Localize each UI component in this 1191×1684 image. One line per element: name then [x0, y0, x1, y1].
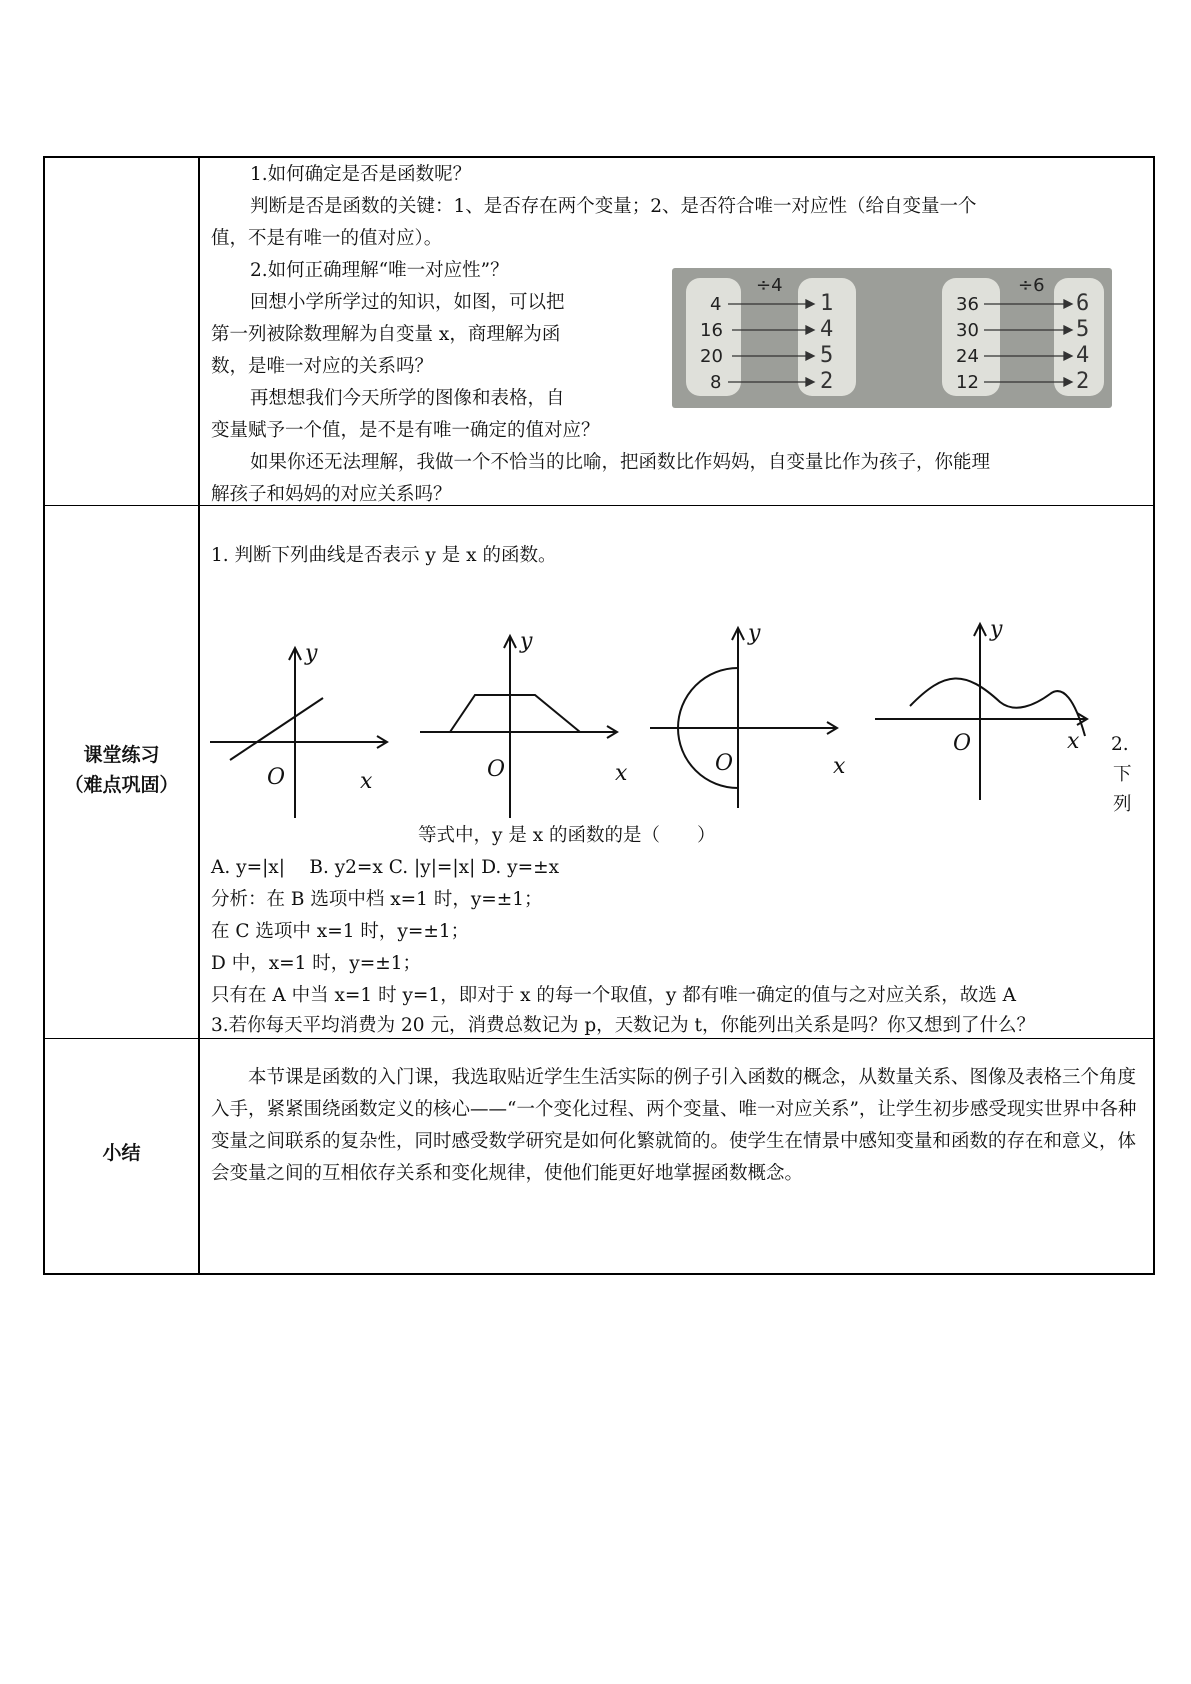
practice-sublabel: （难点巩固） [64, 774, 179, 796]
side-text-char: 下 [1113, 764, 1132, 785]
summary-label: 小结 [102, 1142, 141, 1164]
question-2-heading: 2.如何正确理解“唯一对应性”？ [250, 260, 509, 281]
recall-text-end: 数，是唯一对应的关系吗？ [211, 356, 434, 377]
summary-text: 本节课是函数的入门课，我选取贴近学生生活实际的例子引入函数的概念，从数量关系、图像及表格三个角度入手，紧紧围绕函数定义的核心——“一个变化过程、两个变量、唯一对应关系”，让学生初步感受现实世界中各种变量之间联系的复杂性，同时感受数学研究是如何化繁就简的。使学生在情景中感知变量和函数的存在和意义，体会变量之间的互相依存关系和变化规律，使他们能更好地掌握函数概念。 [211, 1067, 1137, 1184]
side-text-number: 2. [1111, 734, 1129, 755]
analysis-c: 在 C 选项中 x=1 时，y=±1； [211, 921, 470, 942]
key-criteria-text: 判断是否是函数的关键：1、是否存在两个变量；2、是否符合唯一对应性（给自变量一个 [250, 196, 977, 217]
analysis-a: 只有在 A 中当 x=1 时 y=1，即对于 x 的每一个取值，y 都有唯一确定的值与之对应关系，故选 A [211, 985, 1016, 1006]
mapping-arrows [672, 268, 1112, 408]
left-input: 8 [710, 372, 722, 393]
graph4-y-label: y [990, 620, 1003, 642]
graph1-y-label: y [305, 641, 318, 666]
recall-text: 回想小学所学过的知识，如图，可以把 [250, 292, 565, 313]
right-output: 5 [1076, 317, 1090, 342]
right-input: 12 [956, 372, 979, 393]
graph3-x-label: x [833, 754, 846, 779]
division-mapping-figure [672, 268, 1112, 408]
graph1-origin-label: O [267, 765, 286, 790]
question-1-heading: 1.如何确定是否是函数呢？ [250, 164, 472, 185]
reflect-text: 再想想我们今天所学的图像和表格，自 [250, 388, 565, 409]
graph3-y-label: y [748, 621, 761, 646]
right-output: 6 [1076, 291, 1090, 316]
practice-label: 课堂练习 [83, 744, 160, 766]
side-text-char: 列 [1113, 794, 1132, 815]
key-criteria-text-cont: 值，不是有唯一的值对应）。 [211, 228, 443, 249]
analogy-text: 如果你还无法理解，我做一个不恰当的比喻，把函数比作妈妈，自变量比作为孩子，你能理 [250, 452, 991, 473]
left-input: 20 [700, 346, 723, 367]
right-input: 36 [956, 294, 979, 315]
graph2-x-label: x [615, 761, 628, 786]
left-operator: ÷4 [756, 275, 783, 296]
practice-question-1: 1. 判断下列曲线是否表示 y 是 x 的函数。 [211, 545, 557, 566]
graph4-x-label: x [1067, 729, 1080, 754]
left-output: 2 [820, 369, 834, 394]
left-output: 4 [820, 317, 834, 342]
right-input: 24 [956, 346, 979, 367]
analogy-text-cont: 解孩子和妈妈的对应关系吗？ [211, 484, 452, 505]
practice-question-2: 等式中，y 是 x 的函数的是（ ） [418, 825, 716, 846]
right-operator: ÷6 [1018, 275, 1045, 296]
practice-question-3: 3.若你每天平均消费为 20 元，消费总数记为 p，天数记为 t，你能列出关系是吗？你又想到了什么？ [211, 1015, 1035, 1036]
graph2-y-label: y [520, 629, 533, 654]
graph4-origin-label: O [953, 731, 972, 756]
right-output: 2 [1076, 369, 1090, 394]
graph1-x-label: x [360, 769, 373, 794]
analysis-d: D 中，x=1 时，y=±1； [211, 953, 422, 974]
column-divider [198, 158, 200, 1273]
analysis-b: 分析：在 B 选项中档 x=1 时，y=±1； [211, 889, 543, 910]
recall-text-cont: 第一列被除数理解为自变量 x，商理解为函 [211, 324, 561, 345]
graph2-origin-label: O [487, 757, 506, 782]
left-input: 16 [700, 320, 723, 341]
left-output: 5 [820, 343, 834, 368]
right-input: 30 [956, 320, 979, 341]
left-input: 4 [710, 294, 722, 315]
left-output: 1 [820, 291, 834, 316]
graph3-origin-label: O [715, 751, 734, 776]
reflect-text-cont: 变量赋予一个值，是不是有唯一确定的值对应？ [211, 420, 600, 441]
right-output: 4 [1076, 343, 1090, 368]
curve-graphs [205, 620, 1105, 830]
answer-options: A. y=|x| B. y2=x C. |y|=|x| D. y=±x [211, 857, 560, 878]
